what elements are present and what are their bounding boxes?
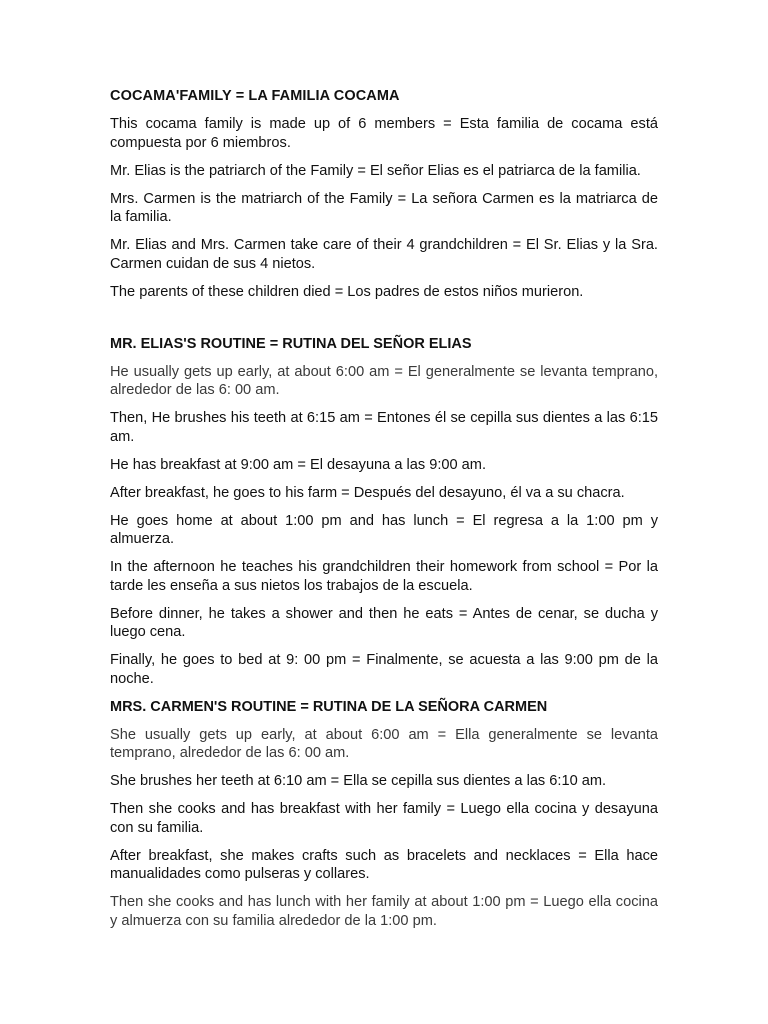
paragraph: Then she cooks and has lunch with her family at about 1:00 pm = Luego ella cocina y almuerza con su familia alrededor de la 1:00 pm.: [110, 894, 658, 929]
section-title-carmen-routine: MRS. CARMEN'S ROUTINE = RUTINA DE LA SEÑORA CARMEN: [110, 698, 548, 715]
paragraph: He goes home at about 1:00 pm and has lunch = El regresa a la 1:00 pm y almuerza.: [110, 512, 658, 547]
paragraph: Mr. Elias and Mrs. Carmen take care of their 4 grandchildren = El Sr. Elias y la Sra. Carmen cuidan de sus 4 nietos.: [110, 237, 658, 272]
paragraph: The parents of these children died = Los padres de estos niños murieron.: [110, 283, 584, 300]
paragraph: She brushes her teeth at 6:10 am = Ella se cepilla sus dientes a las 6:10 am.: [110, 773, 607, 789]
paragraph: After breakfast, he goes to his farm = Después del desayuno, él va a su chacra.: [110, 484, 625, 501]
paragraph: Mrs. Carmen is the matriarch of the Family = La señora Carmen es la matriarca de la familia.: [110, 190, 658, 225]
paragraph: Then, He brushes his teeth at 6:15 am = Entones él se cepilla sus dientes a las 6:15 am.: [110, 410, 658, 445]
paragraph: In the afternoon he teaches his grandchildren their homework from school = Por la tarde les enseña a sus nietos los trabajos de la escuela.: [110, 559, 658, 594]
paragraph: Mr. Elias is the patriarch of the Family = El señor Elias es el patriarca de la familia.: [110, 162, 641, 179]
section-title-elias-routine: MR. ELIAS'S ROUTINE = RUTINA DEL SEÑOR ELIAS: [110, 335, 472, 352]
paragraph: This cocama family is made up of 6 members = Esta familia de cocama está compuesta por 6 miembros.: [110, 116, 658, 151]
paragraph: Finally, he goes to bed at 9: 00 pm = Finalmente, se acuesta a las 9:00 pm de la noche.: [110, 652, 658, 687]
spacer: [110, 311, 658, 335]
paragraph: She usually gets up early, at about 6:00 am = Ella generalmente se levanta temprano, alrededor de las 6: 00 am.: [110, 726, 658, 761]
section-title-cocama-family: COCAMA'FAMILY = LA FAMILIA COCAMA: [110, 88, 400, 104]
paragraph: He has breakfast at 9:00 am = El desayuna a las 9:00 am.: [110, 456, 487, 473]
paragraph: He usually gets up early, at about 6:00 am = El generalmente se levanta temprano, alrededor de las 6: 00 am.: [110, 363, 658, 398]
paragraph: Before dinner, he takes a shower and then he eats = Antes de cenar, se ducha y luego cena.: [110, 605, 658, 640]
paragraph: Then she cooks and has breakfast with her family = Luego ella cocina y desayuna con su familia.: [110, 801, 658, 836]
paragraph: After breakfast, she makes crafts such as bracelets and necklaces = Ella hace manualidades como pulseras y collares.: [110, 847, 658, 882]
